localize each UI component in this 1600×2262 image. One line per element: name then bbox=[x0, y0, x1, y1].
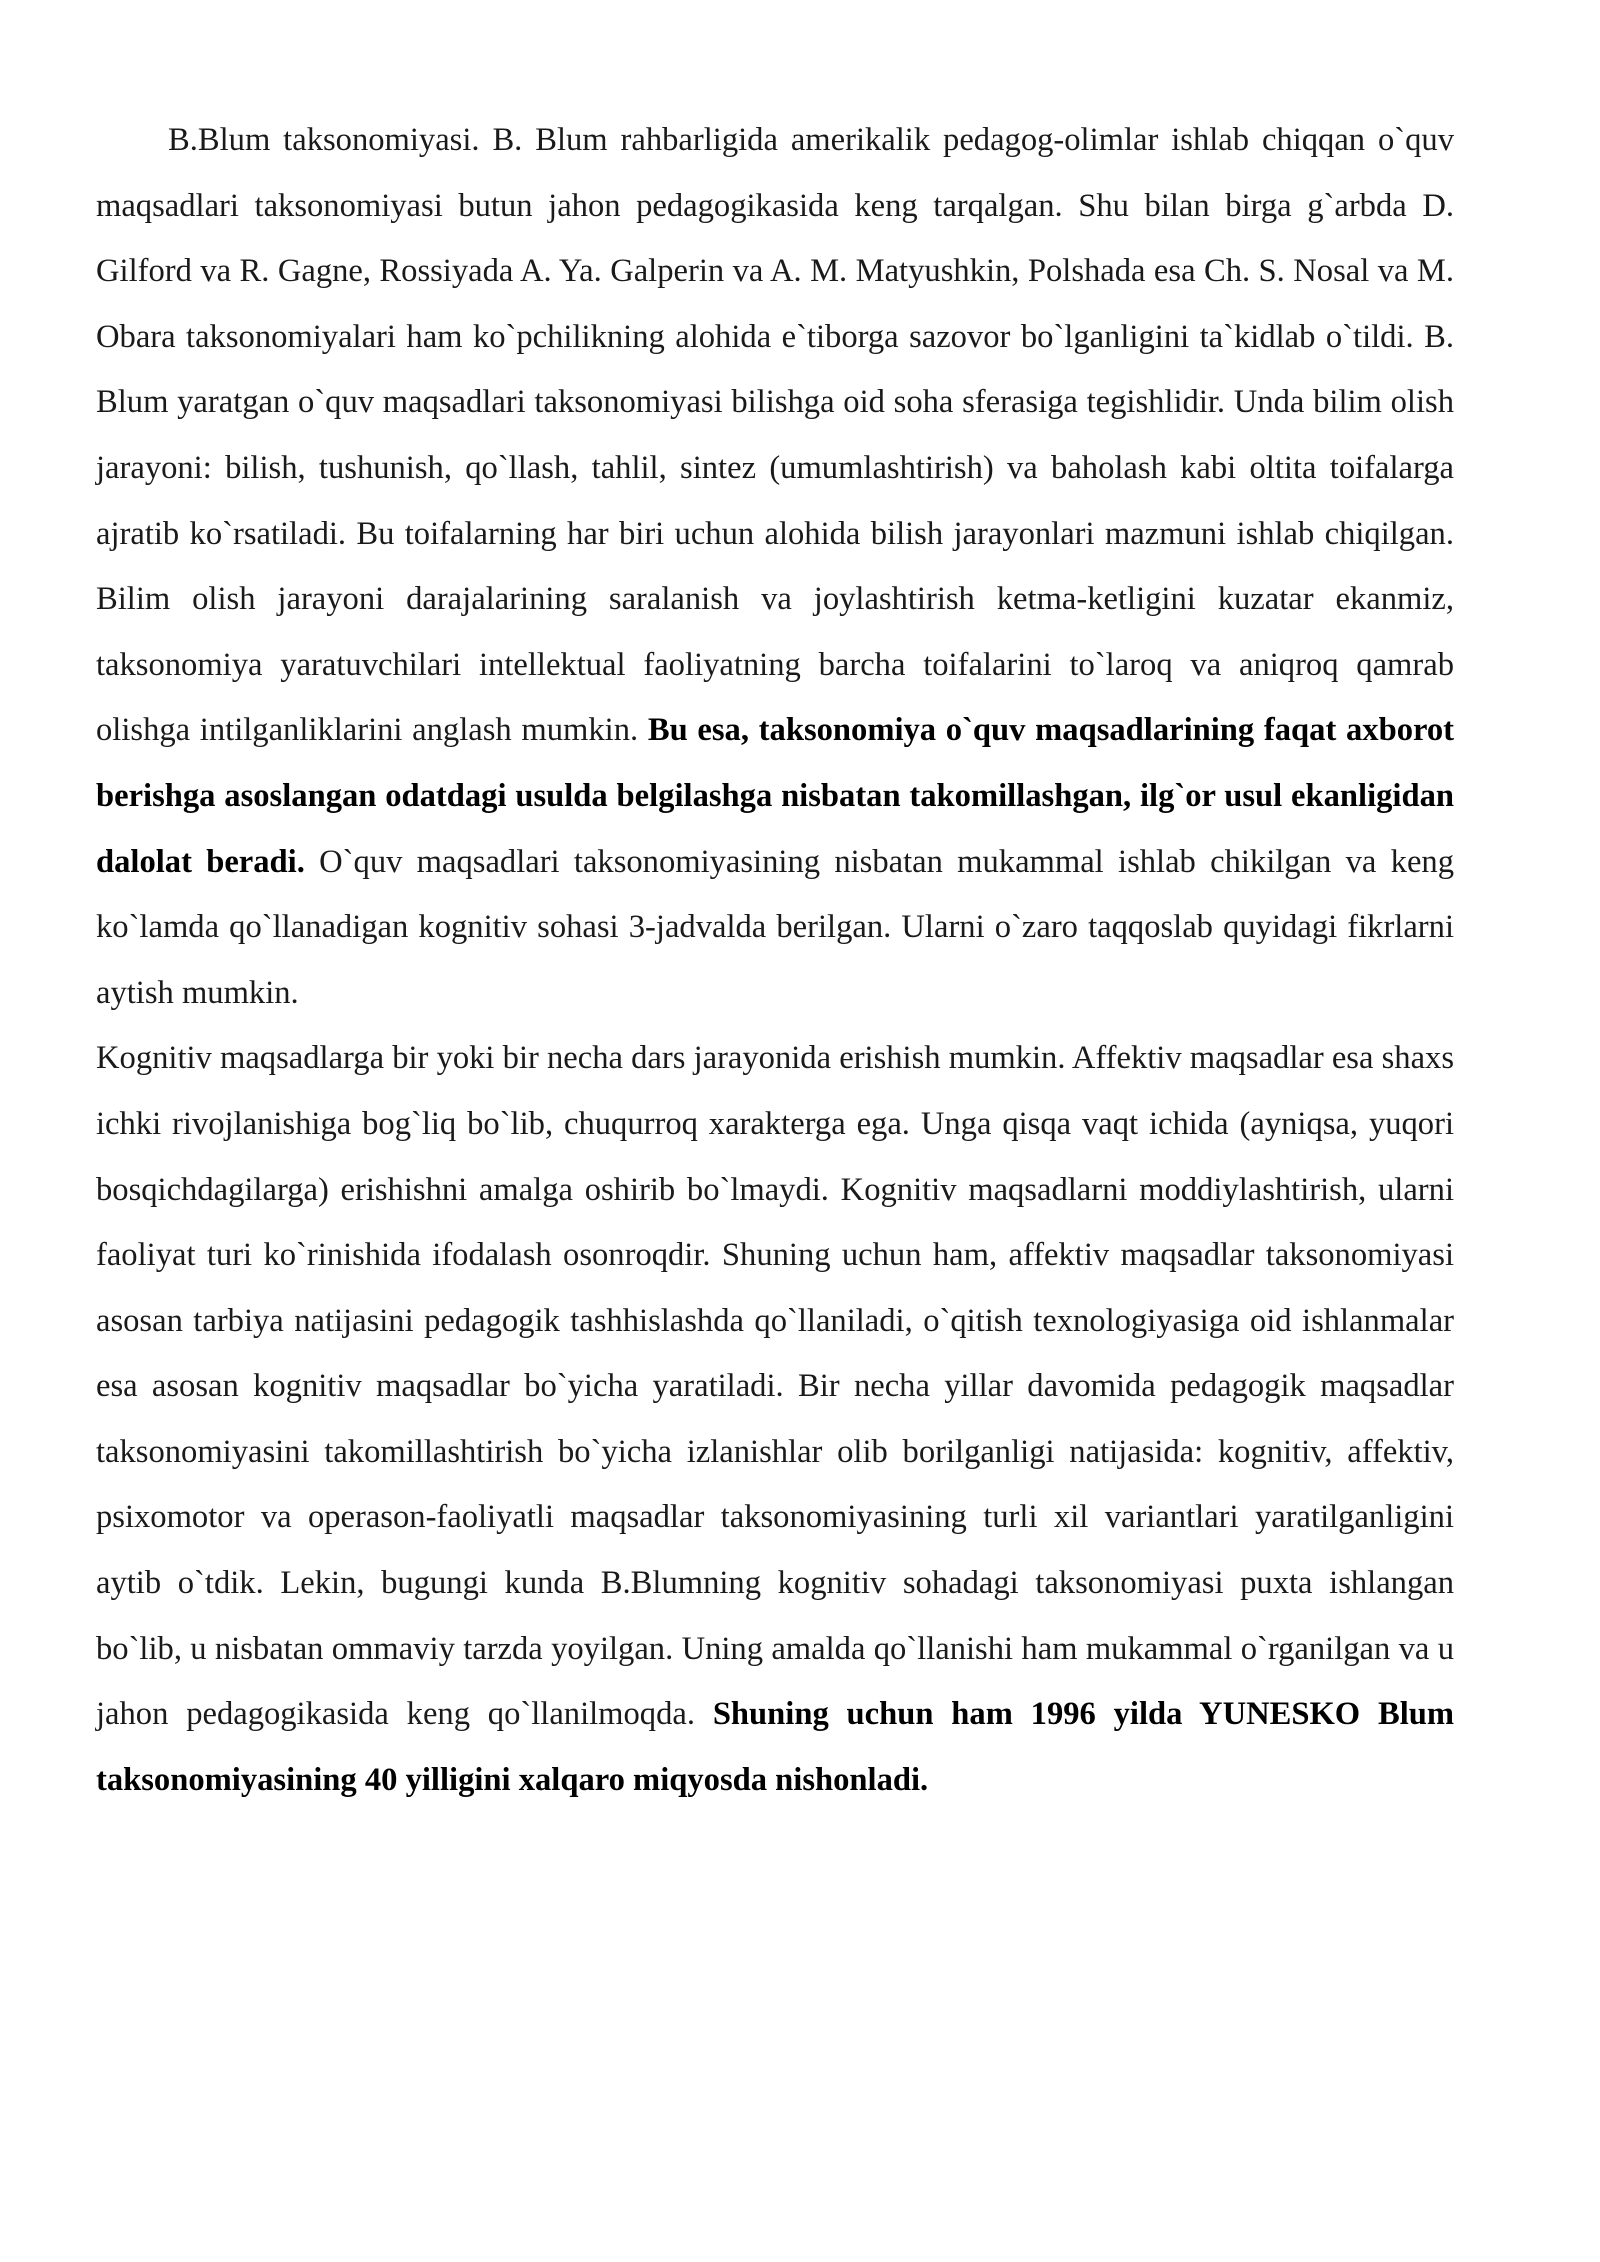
paragraph-1-text: B.Blum taksonomiyasi. B. Blum rahbarligida amerikalik pedagog-olimlar ishlab chiqqan o`quv maqsadlari taksonomiyasi butun jahon pedagogikasida keng tarqalgan. Shu bilan birga g`arbda D. Gilford va R. Gagne, Rossiyada A. Ya. Galperin va A. M. Matyushkin, Polshada esa Ch. S. Nosal va M. Obara taksonomiyalari ham ko`pchilikning alohida e`tiborga sazovor bo`lganligini ta`kidlab o`tildi. B. Blum yaratgan o`quv maqsadlari taksonomiyasi bilishga oid soha sferasiga tegishlidir. Unda bilim olish jarayoni: bilish, tushunish, qo`llash, tahlil, sintez (umumlashtirish) va baholash kabi oltita toifalarga ajratib ko`rsatiladi. Bu toifalarning har biri uchun alohida bilish jarayonlari mazmuni ishlab chiqilgan. Bilim olish jarayoni darajalarining saralanish va joylashtirish ketma-ketligini kuzatar ekanmiz, taksonomiya yaratuvchilari intellektual faoliyatning barcha toifalarini to`laroq va aniqroq qamrab olishga intilganliklarini anglash mumkin. bbox=[96, 122, 1454, 749]
paragraph-blum-taxonomy bbox=[96, 108, 1454, 1026]
paragraph-1-bold-statement: Bu esa, taksonomiya o`quv maqsadlarining faqat axborot berishga asoslangan odatdagi usulda belgilashga nisbatan takomillashgan, ilg`or usul ekanligidan dalolat beradi. bbox=[96, 712, 1455, 880]
document-body bbox=[96, 108, 1454, 1813]
paragraph-cognitive-goals bbox=[96, 1026, 1454, 1813]
paragraph-2-text: Kognitiv maqsadlarga bir yoki bir necha dars jarayonida erishish mumkin. Affektiv maqsadlar esa shaxs ichki rivojlanishiga bog`liq bo`lib, chuqurroq xarakterga ega. Unga qisqa vaqt ichida (ayniqsa, yuqori bosqichdagilarga) erishishni amalga oshirib bo`lmaydi. Kognitiv maqsadlarni moddiylashtirish, ularni faoliyat turi ko`rinishida ifodalash osonroqdir. Shuning uchun ham, affektiv maqsadlar taksonomiyasi asosan tarbiya natijasini pedagogik tashhislashda qo`llaniladi, o`qitish texnologiyasiga oid ishlanmalar esa asosan kognitiv maqsadlar bo`yicha yaratiladi. Bir necha yillar davomida pedagogik maqsadlar taksonomiyasini takomillashtirish bo`yicha izlanishlar olib borilganligi natijasida: kognitiv, affektiv, psixomotor va operason-faoliyatli maqsadlar taksonomiyasining turli xil variantlari yaratilganligini aytib o`tdik. Lekin, bugungi kunda B.Blumning kognitiv sohadagi taksonomiyasi puxta ishlangan bo`lib, u nisbatan ommaviy tarzda yoyilgan. Uning amalda qo`llanishi ham mukammal o`rganilgan va u jahon pedagogikasida keng qo`llanilmoqda. bbox=[96, 1040, 1454, 1733]
paragraph-2-bold-statement: Shuning uchun ham 1996 yilda YUNESKO Blum taksonomiyasining 40 yilligini xalqaro miqyosda nishonladi. bbox=[96, 1696, 1455, 1798]
paragraph-1-continuation: O`quv maqsadlari taksonomiyasining nisbatan mukammal ishlab chikilgan va keng ko`lamda qo`llanadigan kognitiv sohasi 3-jadvalda berilgan. Ularni o`zaro taqqoslab quyidagi fikrlarni aytish mumkin. bbox=[96, 843, 1454, 1011]
